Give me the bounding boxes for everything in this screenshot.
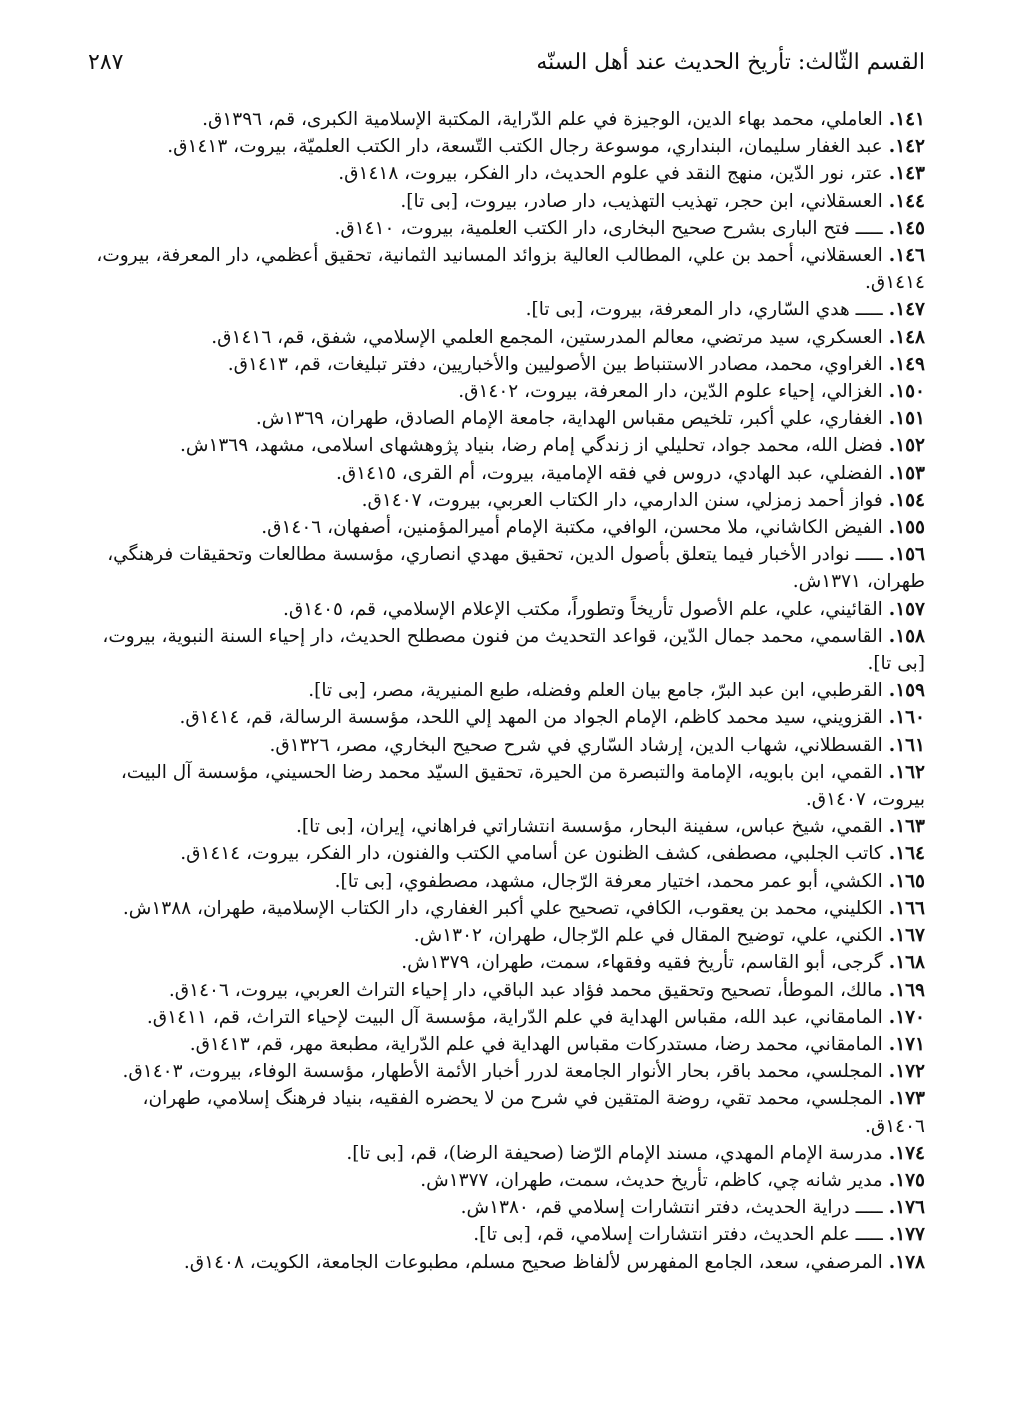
bibliography-entry [80,1221,925,1248]
entry-number: ١٦٢. [888,761,925,783]
bibliography-entry [80,160,925,187]
entry-text: ـــــ دراية الحديث، دفتر انتشارات إسلامي قم، ١٣٨٠ش. [460,1197,883,1219]
bibliography-entry [80,432,925,459]
entry-text: المامقاني، محمد رضا، مستدركات مقباس الهداية في علم الدّراية، مطبعة مهر، قم، ١٤١٣ق. [189,1033,883,1055]
bibliography-entry [80,106,925,133]
entry-text: عتر، نور الدّين، منهج النقد في علوم الحديث، دار الفكر، بيروت، ١٤١٨ق. [338,163,883,185]
entry-number: ١٧٧. [888,1224,925,1246]
page-number: ٢٨٧ [88,49,124,75]
entry-number: ١٧٨. [888,1251,925,1273]
entry-text: القمي، شيخ عباس، سفينة البحار، مؤسسة انتشاراتي فراهاني، إيران، [بى تا]. [296,816,883,838]
entry-text: المجلسي، محمد تقي، روضة المتقين في شرح من لا يحضره الفقيه، بنياد فرهنگ إسلامي، طهران، ١٤٠٦ق. [142,1088,925,1137]
bibliography-entry [80,460,925,487]
entry-number: ١٤١. [888,109,925,130]
entry-number: ١٥٧. [888,598,925,620]
entry-text: المامقاني، عبد الله، مقباس الهداية في علم الدّراية، مؤسسة آل البيت لإحياء التراث، قم، ١٤١١ق. [146,1006,883,1028]
bibliography-entry [80,324,925,351]
entry-text: القزويني، سيد محمد كاظم، الإمام الجواد من المهد إلي اللحد، مؤسسة الرسالة، قم، ١٤١٤ق. [179,707,883,729]
bibliography-entry [80,704,925,731]
entry-text: الفضلي، عبد الهادي، دروس في فقه الإمامية، بيروت، أم القرى، ١٤١٥ق. [335,462,883,484]
entry-text: العاملي، محمد بهاء الدين، الوجيزة في علم الدّراية، المكتبة الإسلامية الكبرى، قم، ١٣٩٦ق. [202,109,883,130]
entry-text: العسكري، سيد مرتضي، معالم المدرستين، المجمع العلمي الإسلامي، شفق، قم، ١٤١٦ق. [211,326,883,348]
entry-number: ١٥٥. [888,517,925,539]
entry-text: العسقلاني، أحمد بن علي، المطالب العالية بزوائد المسانيد الثمانية، تحقيق أعظمي، دار المعرفة، بيروت، ١٤١٤ق. [96,245,925,294]
entry-number: ١٥٨. [888,625,925,647]
entry-number: ١٦٧. [888,925,925,947]
bibliography-entry [80,813,925,840]
entry-text: الغفاري، علي أكبر، تلخيص مقباس الهداية، جامعة الإمام الصادق، طهران، ١٣٦٩ش. [255,408,883,430]
bibliography-entry [80,296,925,323]
entry-number: ١٦٦. [888,897,925,919]
bibliography-entry [80,514,925,541]
entry-text: الكليني، محمد بن يعقوب، الكافي، تصحيح علي أكبر الغفاري، دار الكتاب الإسلامية، طهران، ١٣٨٨ش. [122,897,883,919]
bibliography-entry [80,378,925,405]
entry-number: ١٧٠. [888,1006,925,1028]
entry-text: الكني، علي، توضيح المقال في علم الرّجال، طهران، ١٣٠٢ش. [413,925,883,947]
entry-text: مدير شانه چي، كاظم، تأريخ حديث، سمت، طهران، ١٣٧٧ش. [420,1169,883,1191]
entry-number: ١٦٣. [888,816,925,838]
entry-number: ١٤٧. [888,299,925,321]
entry-number: ١٧١. [888,1033,925,1055]
entry-number: ١٥١. [888,408,925,430]
document-page [80,40,925,1380]
bibliography-entry [80,541,925,595]
entry-number: ١٥٤. [888,489,925,511]
entry-text: مالك، الموطأ، تصحيح وتحقيق محمد فؤاد عبد الباقي، دار إحياء التراث العربي، بيروت، ١٤٠٦ق. [168,979,883,1001]
bibliography-entry [80,1249,925,1276]
entry-number: ١٦٤. [888,843,925,865]
bibliography-entry [80,677,925,704]
entry-number: ١٤٣. [888,163,925,185]
page-header [80,40,925,84]
bibliography-list [80,106,925,1276]
entry-number: ١٦٩. [888,979,925,1001]
entry-number: ١٤٨. [888,326,925,348]
entry-number: ١٥٣. [888,462,925,484]
entry-text: القرطبي، ابن عبد البرّ، جامع بيان العلم وفضله، طبع المنيرية، مصر، [بى تا]. [308,680,883,702]
entry-number: ١٤٤. [888,190,925,212]
entry-number: ١٦٨. [888,952,925,974]
bibliography-entry [80,1004,925,1031]
entry-number: ١٤٩. [888,353,925,375]
entry-text: گرجى، أبو القاسم، تأريخ فقيه وفقهاء، سمت، طهران، ١٣٧٩ش. [401,952,883,974]
entry-number: ١٤٥. [888,217,925,239]
bibliography-entry [80,623,925,677]
entry-text: المرصفي، سعد، الجامع المفهرس لألفاظ صحيح مسلم، مطبوعات الجامعة، الكويت، ١٤٠٨ق. [183,1251,883,1273]
entry-number: ١٥٦. [888,544,925,566]
bibliography-entry [80,922,925,949]
entry-text: المجلسي، محمد باقر، بحار الأنوار الجامعة لدرر أخبار الأئمة الأطهار، مؤسسة الوفاء، بيروت، ١٤٠٣ق. [122,1061,883,1083]
entry-number: ١٦٥. [888,870,925,892]
running-head-title: القسم الثّالث: تأريخ الحديث عند أهل السنّه [536,49,925,75]
entry-number: ١٦١. [888,734,925,756]
entry-text: العسقلاني، ابن حجر، تهذيب التهذيب، دار صادر، بيروت، [بى تا]. [400,190,883,212]
entry-text: الغزالي، إحياء علوم الدّين، دار المعرفة، بيروت، ١٤٠٢ق. [458,381,883,403]
entry-text: القمي، ابن بابويه، الإمامة والتبصرة من الحيرة، تحقيق السيّد محمد رضا الحسيني، مؤسسة آل البيت، بيروت، ١٤٠٧ق. [120,761,925,811]
entry-number: ١٥٠. [888,381,925,403]
entry-text: ـــــ فتح البارى بشرح صحيح البخارى، دار الكتب العلمية، بيروت، ١٤١٠ق. [334,217,883,239]
entry-text: فضل الله، محمد جواد، تحليلي از زندگي إمام رضا، بنياد پژوهشهاى اسلامى، مشهد، ١٣٦٩ش. [179,435,883,457]
bibliography-entry [80,596,925,623]
bibliography-entry [80,977,925,1004]
entry-number: ١٥٢. [888,435,925,457]
entry-number: ١٧٣. [888,1088,925,1110]
bibliography-entry [80,405,925,432]
entry-number: ١٥٩. [888,680,925,702]
bibliography-entry [80,840,925,867]
entry-number: ١٧٤. [888,1142,925,1164]
bibliography-entry [80,188,925,215]
entry-text: القائيني، علي، علم الأصول تأريخاً وتطوراً، مكتب الإعلام الإسلامي، قم، ١٤٠٥ق. [282,598,883,620]
entry-text: كاتب الجلبي، مصطفى، كشف الظنون عن أسامي الكتب والفنون، دار الفكر، بيروت، ١٤١٤ق. [180,843,883,865]
entry-text: القاسمي، محمد جمال الدّين، قواعد التحديث من فنون مصطلح الحديث، دار إحياء السنة النبوية، بيروت، [بى تا]. [102,625,925,675]
entry-text: الغراوي، محمد، مصادر الاستنباط بين الأصوليين والأخباريين، دفتر تبليغات، قم، ١٤١٣ق. [227,353,883,375]
entry-text: الفيض الكاشاني، ملا محسن، الوافي، مكتبة الإمام أميرالمؤمنين، أصفهان، ١٤٠٦ق. [261,517,883,539]
entry-number: ١٧٢. [888,1061,925,1083]
bibliography-entry [80,351,925,378]
bibliography-entry [80,1140,925,1167]
bibliography-entry [80,133,925,160]
bibliography-entry [80,759,925,813]
bibliography-entry [80,1167,925,1194]
bibliography-entry [80,215,925,242]
entry-number: ١٧٥. [888,1169,925,1191]
entry-number: ١٤٦. [888,245,925,267]
bibliography-entry [80,1085,925,1139]
entry-text: ـــــ علم الحديث، دفتر انتشارات إسلامي، قم، [بى تا]. [473,1224,883,1246]
entry-number: ١٧٦. [888,1197,925,1219]
entry-text: عبد الغفار سليمان، البنداري، موسوعة رجال الكتب التّسعة، دار الكتب العلميّة، بيروت، ١٤١٣ق. [167,136,883,158]
entry-text: القسطلاني، شهاب الدين، إرشاد السّاري في شرح صحيح البخاري، مصر، ١٣٢٦ق. [269,734,883,756]
bibliography-entry [80,487,925,514]
bibliography-entry [80,1194,925,1221]
entry-number: ١٦٠. [888,707,925,729]
entry-number: ١٤٢. [888,136,925,158]
entry-text: مدرسة الإمام المهدي، مسند الإمام الرّضا (صحيفة الرضا)، قم، [بى تا]. [346,1142,883,1164]
bibliography-entry [80,868,925,895]
bibliography-entry [80,1031,925,1058]
entry-text: ـــــ نوادر الأخبار فيما يتعلق بأصول الدين، تحقيق مهدي انصاري، مؤسسة مطالعات وتحقيقات فرهنگي، طهران، ١٣٧١ش. [107,544,925,593]
entry-text: فواز أحمد زمزلي، سنن الدارمي، دار الكتاب العربي، بيروت، ١٤٠٧ق. [361,489,883,511]
bibliography-entry [80,242,925,296]
entry-text: الكشي، أبو عمر محمد، اختيار معرفة الرّجال، مشهد، مصطفوي، [بى تا]. [334,870,883,892]
bibliography-entry [80,949,925,976]
bibliography-entry [80,732,925,759]
entry-text: ـــــ هدي السّاري، دار المعرفة، بيروت، [بى تا]. [525,299,883,321]
bibliography-entry [80,895,925,922]
bibliography-entry [80,1058,925,1085]
